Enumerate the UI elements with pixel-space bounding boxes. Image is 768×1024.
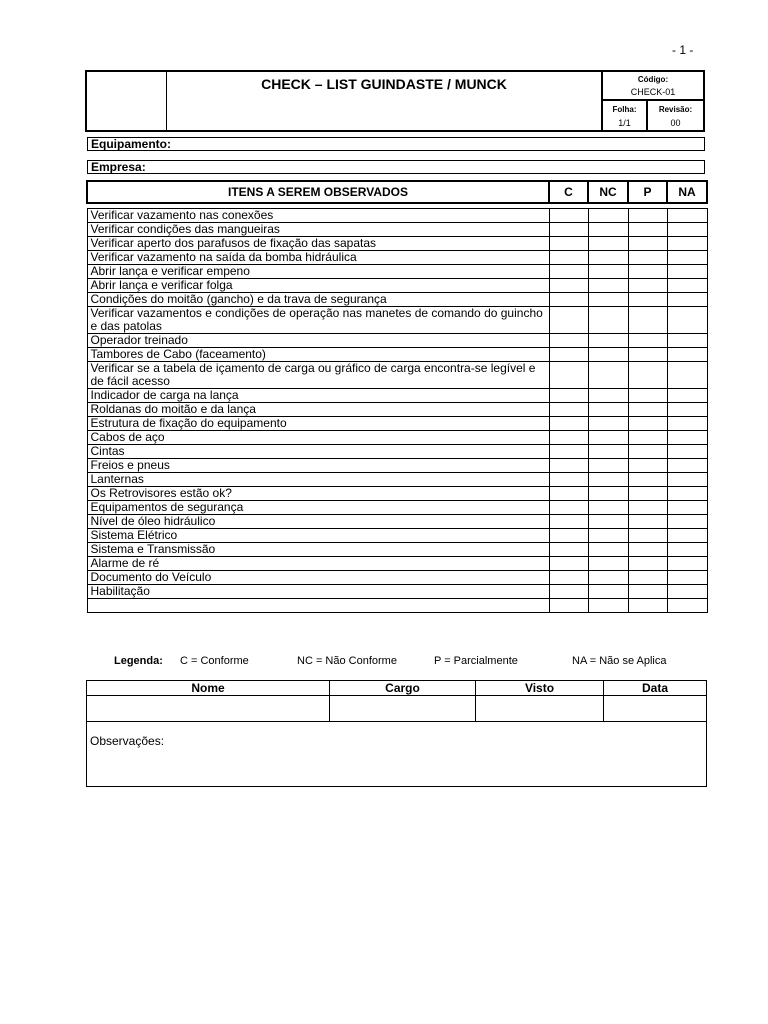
check-cell-c[interactable] xyxy=(549,265,588,279)
check-cell-p[interactable] xyxy=(628,334,667,348)
cargo-cell[interactable] xyxy=(330,696,476,722)
item-label: Indicador de carga na lança xyxy=(87,389,549,403)
revisao-cell xyxy=(648,101,703,130)
table-row xyxy=(87,251,707,265)
items-header-p: P xyxy=(628,181,667,203)
items-header-row xyxy=(87,181,707,203)
check-cell-na[interactable] xyxy=(667,501,707,515)
item-label: Cabos de aço xyxy=(87,431,549,445)
check-cell-na[interactable] xyxy=(667,515,707,529)
check-cell-c[interactable] xyxy=(549,251,588,265)
check-cell-c[interactable] xyxy=(549,389,588,403)
item-label: Habilitação xyxy=(87,585,549,599)
check-cell-nc[interactable] xyxy=(588,209,628,223)
item-label: Condições do moitão (gancho) e da trava de segurança xyxy=(87,293,549,307)
item-label: Os Retrovisores estão ok? xyxy=(87,487,549,501)
check-cell-nc[interactable] xyxy=(588,571,628,585)
check-cell-na[interactable] xyxy=(667,473,707,487)
table-row xyxy=(87,459,707,473)
check-cell-c[interactable] xyxy=(549,459,588,473)
item-label: Sistema Elétrico xyxy=(87,529,549,543)
check-cell-nc[interactable] xyxy=(588,585,628,599)
table-row xyxy=(87,585,707,599)
page-number: - 1 - xyxy=(672,43,694,57)
item-label: Abrir lança e verificar empeno xyxy=(87,265,549,279)
check-cell-nc[interactable] xyxy=(588,265,628,279)
check-cell-na[interactable] xyxy=(667,251,707,265)
signature-header-data: Data xyxy=(604,681,707,696)
check-cell-c[interactable] xyxy=(549,362,588,389)
check-cell-na[interactable] xyxy=(667,403,707,417)
check-cell-p[interactable] xyxy=(628,251,667,265)
table-row xyxy=(87,473,707,487)
check-cell-na[interactable] xyxy=(667,459,707,473)
check-cell-c[interactable] xyxy=(549,237,588,251)
check-cell-c[interactable] xyxy=(549,557,588,571)
check-cell-nc[interactable] xyxy=(588,473,628,487)
check-cell-p[interactable] xyxy=(628,362,667,389)
visto-cell[interactable] xyxy=(476,696,604,722)
nome-cell[interactable] xyxy=(87,696,330,722)
item-label: Lanternas xyxy=(87,473,549,487)
observacoes-cell[interactable]: Observações: xyxy=(87,722,707,787)
check-cell-p[interactable] xyxy=(628,265,667,279)
item-label: Verificar vazamento na saída da bomba hidráulica xyxy=(87,251,549,265)
revisao-label: Revisão: xyxy=(658,105,693,114)
check-cell-p[interactable] xyxy=(628,557,667,571)
check-cell-p[interactable] xyxy=(628,307,667,334)
check-cell-p[interactable] xyxy=(628,431,667,445)
table-row xyxy=(87,334,707,348)
document-meta xyxy=(603,72,703,130)
check-cell-na[interactable] xyxy=(667,585,707,599)
check-cell-c[interactable] xyxy=(549,334,588,348)
check-cell-p[interactable] xyxy=(628,585,667,599)
table-row xyxy=(87,445,707,459)
check-cell-na[interactable] xyxy=(667,223,707,237)
item-label: Tambores de Cabo (faceamento) xyxy=(87,348,549,362)
check-cell-na[interactable] xyxy=(667,487,707,501)
check-cell-p[interactable] xyxy=(628,445,667,459)
check-cell-nc[interactable] xyxy=(588,445,628,459)
check-cell-na[interactable] xyxy=(667,529,707,543)
check-cell-p[interactable] xyxy=(628,223,667,237)
legend-nc: NC = Não Conforme xyxy=(297,655,397,667)
check-cell-na[interactable] xyxy=(667,417,707,431)
check-cell-nc[interactable] xyxy=(588,529,628,543)
item-label: Roldanas do moitão e da lança xyxy=(87,403,549,417)
check-cell-p[interactable] xyxy=(628,403,667,417)
items-header-nc: NC xyxy=(588,181,628,203)
table-row xyxy=(87,293,707,307)
check-cell-c[interactable] xyxy=(549,417,588,431)
check-cell-nc[interactable] xyxy=(588,279,628,293)
data-cell[interactable] xyxy=(604,696,707,722)
check-cell-c[interactable] xyxy=(549,348,588,362)
item-label: Sistema e Transmissão xyxy=(87,543,549,557)
check-cell-na[interactable] xyxy=(667,237,707,251)
legend-label: Legenda: xyxy=(114,655,163,667)
check-cell-c[interactable] xyxy=(549,487,588,501)
table-row xyxy=(87,389,707,403)
table-row xyxy=(87,487,707,501)
item-label: Verificar vazamento nas conexões xyxy=(87,209,549,223)
check-cell-c[interactable] xyxy=(549,501,588,515)
equipamento-field[interactable]: Equipamento: xyxy=(87,137,705,151)
signature-entry-row xyxy=(87,696,707,722)
check-cell-p[interactable] xyxy=(628,529,667,543)
item-label: Abrir lança e verificar folga xyxy=(87,279,549,293)
check-cell-nc[interactable] xyxy=(588,362,628,389)
item-label xyxy=(87,599,549,613)
folha-cell xyxy=(603,101,648,130)
check-cell-p[interactable] xyxy=(628,237,667,251)
check-cell-na[interactable] xyxy=(667,265,707,279)
document-header xyxy=(85,70,705,132)
item-label: Verificar vazamentos e condições de operação nas manetes de comando do guincho e das patolas xyxy=(87,307,549,334)
logo-cell xyxy=(87,72,167,130)
check-cell-c[interactable] xyxy=(549,445,588,459)
check-cell-nc[interactable] xyxy=(588,487,628,501)
signature-header-visto: Visto xyxy=(476,681,604,696)
items-header-c: C xyxy=(549,181,588,203)
check-cell-p[interactable] xyxy=(628,515,667,529)
check-cell-c[interactable] xyxy=(549,307,588,334)
table-row xyxy=(87,307,707,334)
item-label: Alarme de ré xyxy=(87,557,549,571)
check-cell-nc[interactable] xyxy=(588,389,628,403)
check-cell-nc[interactable] xyxy=(588,237,628,251)
check-cell-p[interactable] xyxy=(628,348,667,362)
codigo-cell xyxy=(603,72,703,101)
table-row xyxy=(87,279,707,293)
items-header-na: NA xyxy=(667,181,707,203)
check-cell-na[interactable] xyxy=(667,293,707,307)
check-cell-nc[interactable] xyxy=(588,557,628,571)
table-row xyxy=(87,431,707,445)
table-row xyxy=(87,599,707,613)
table-row xyxy=(87,501,707,515)
check-cell-nc[interactable] xyxy=(588,307,628,334)
check-cell-c[interactable] xyxy=(549,599,588,613)
check-cell-c[interactable] xyxy=(549,543,588,557)
item-label: Equipamentos de segurança xyxy=(87,501,549,515)
table-row xyxy=(87,571,707,585)
table-row xyxy=(87,348,707,362)
check-cell-nc[interactable] xyxy=(588,515,628,529)
signature-header-row xyxy=(87,681,707,696)
check-cell-nc[interactable] xyxy=(588,599,628,613)
signature-header-nome: Nome xyxy=(87,681,330,696)
table-row xyxy=(87,417,707,431)
item-label: Operador treinado xyxy=(87,334,549,348)
check-cell-p[interactable] xyxy=(628,293,667,307)
check-cell-p[interactable] xyxy=(628,279,667,293)
check-cell-c[interactable] xyxy=(549,403,588,417)
table-row xyxy=(87,529,707,543)
check-cell-nc[interactable] xyxy=(588,251,628,265)
item-label: Verificar condições das mangueiras xyxy=(87,223,549,237)
check-cell-nc[interactable] xyxy=(588,501,628,515)
legend-p: P = Parcialmente xyxy=(434,655,518,667)
check-cell-na[interactable] xyxy=(667,389,707,403)
check-cell-na[interactable] xyxy=(667,557,707,571)
item-label: Verificar aperto dos parafusos de fixação das sapatas xyxy=(87,237,549,251)
check-cell-p[interactable] xyxy=(628,599,667,613)
check-cell-c[interactable] xyxy=(549,223,588,237)
folha-value: 1/1 xyxy=(618,118,631,128)
check-cell-p[interactable] xyxy=(628,487,667,501)
check-cell-nc[interactable] xyxy=(588,459,628,473)
item-label: Documento do Veículo xyxy=(87,571,549,585)
check-cell-c[interactable] xyxy=(549,585,588,599)
check-cell-nc[interactable] xyxy=(588,293,628,307)
table-row xyxy=(87,209,707,223)
legend-na: NA = Não se Aplica xyxy=(572,655,667,667)
table-row xyxy=(87,223,707,237)
table-row xyxy=(87,557,707,571)
check-cell-nc[interactable] xyxy=(588,403,628,417)
check-cell-c[interactable] xyxy=(549,515,588,529)
check-cell-nc[interactable] xyxy=(588,431,628,445)
check-cell-na[interactable] xyxy=(667,599,707,613)
item-label: Freios e pneus xyxy=(87,459,549,473)
check-cell-na[interactable] xyxy=(667,571,707,585)
check-cell-na[interactable] xyxy=(667,543,707,557)
check-cell-na[interactable] xyxy=(667,334,707,348)
check-cell-c[interactable] xyxy=(549,529,588,543)
empresa-field[interactable]: Empresa: xyxy=(87,160,705,174)
folha-label: Folha: xyxy=(612,105,637,114)
table-row xyxy=(87,265,707,279)
check-cell-c[interactable] xyxy=(549,431,588,445)
check-cell-na[interactable] xyxy=(667,445,707,459)
signature-table xyxy=(86,680,707,787)
items-body xyxy=(87,209,707,613)
check-cell-nc[interactable] xyxy=(588,223,628,237)
check-cell-nc[interactable] xyxy=(588,543,628,557)
table-row xyxy=(87,237,707,251)
item-label: Cintas xyxy=(87,445,549,459)
check-cell-c[interactable] xyxy=(549,571,588,585)
table-row xyxy=(87,362,707,389)
check-cell-nc[interactable] xyxy=(588,417,628,431)
check-cell-na[interactable] xyxy=(667,307,707,334)
check-cell-na[interactable] xyxy=(667,348,707,362)
check-cell-na[interactable] xyxy=(667,209,707,223)
check-cell-na[interactable] xyxy=(667,362,707,389)
check-cell-c[interactable] xyxy=(549,293,588,307)
check-cell-na[interactable] xyxy=(667,279,707,293)
check-cell-nc[interactable] xyxy=(588,334,628,348)
check-cell-p[interactable] xyxy=(628,501,667,515)
check-cell-c[interactable] xyxy=(549,209,588,223)
check-cell-p[interactable] xyxy=(628,417,667,431)
table-row xyxy=(87,543,707,557)
check-cell-p[interactable] xyxy=(628,209,667,223)
signature-header-cargo: Cargo xyxy=(330,681,476,696)
check-cell-p[interactable] xyxy=(628,389,667,403)
codigo-label: Código: xyxy=(637,75,669,84)
observacoes-row xyxy=(87,722,707,787)
item-label: Verificar se a tabela de içamento de carga ou gráfico de carga encontra-se legível e de fácil acesso xyxy=(87,362,549,389)
codigo-value: CHECK-01 xyxy=(630,87,676,97)
check-cell-c[interactable] xyxy=(549,473,588,487)
revisao-value: 00 xyxy=(670,118,681,128)
check-cell-c[interactable] xyxy=(549,279,588,293)
items-header-item: ITENS A SEREM OBSERVADOS xyxy=(87,181,549,203)
check-cell-na[interactable] xyxy=(667,431,707,445)
check-cell-p[interactable] xyxy=(628,571,667,585)
check-cell-p[interactable] xyxy=(628,473,667,487)
table-row xyxy=(87,403,707,417)
item-label: Nível de óleo hidráulico xyxy=(87,515,549,529)
table-row xyxy=(87,515,707,529)
check-cell-nc[interactable] xyxy=(588,348,628,362)
document-title: CHECK – LIST GUINDASTE / MUNCK xyxy=(167,72,603,130)
check-cell-p[interactable] xyxy=(628,459,667,473)
check-cell-p[interactable] xyxy=(628,543,667,557)
legend-c: C = Conforme xyxy=(180,655,249,667)
items-table xyxy=(86,180,708,613)
item-label: Estrutura de fixação do equipamento xyxy=(87,417,549,431)
